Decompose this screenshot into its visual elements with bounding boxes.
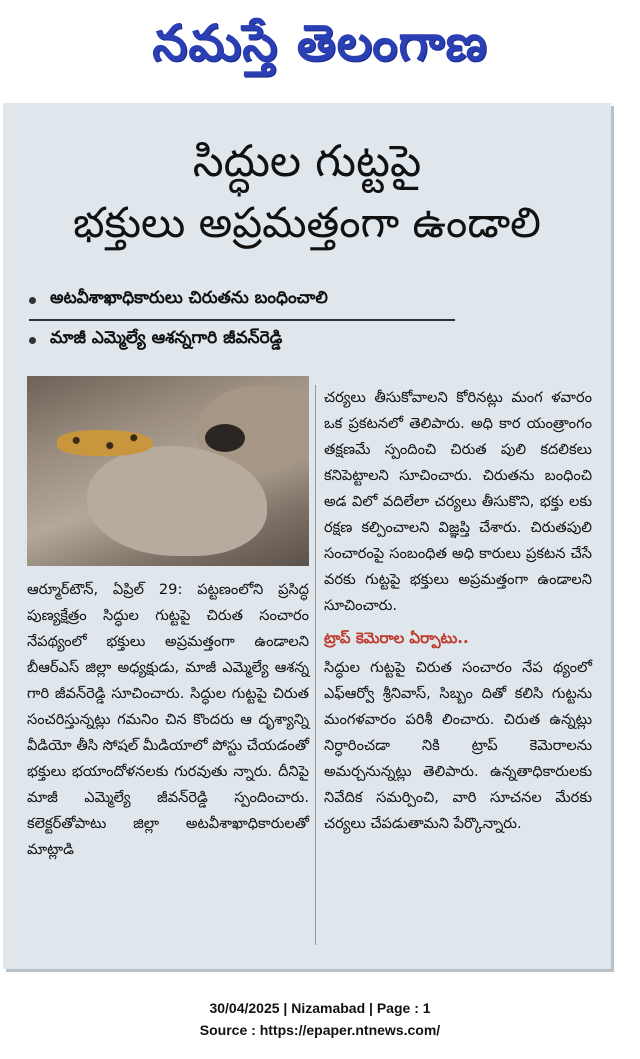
- bullet-text: మాజీ ఎమ్మెల్యే ఆశన్నగారి జీవన్‌రెడ్డి: [50, 328, 283, 348]
- bullet-text: అటవీశాఖాధికారులు చిరుతను బంధించాలి: [50, 288, 328, 308]
- column-divider: [315, 385, 316, 945]
- headline-line-1: సిద్ధుల గుట్టపై: [192, 136, 422, 187]
- body-paragraph: సిద్ధుల గుట్టపై చిరుత సంచారం నేప థ్యంలో ఎఫ్ఆర్వో శ్రీనివాస్, సిబ్బం దితో కలిసి గుట్టను మంగళవారం పరిశీ లించారు. చిరుత ఉన్నట్లు నిర్ధారించడా నికి ట్రాప్ కెమెరాలను అమర్చనున్నట్లు తెలిపారు. ఉన్నతాధికారులకు నివేదిక సమర్పించి, వారి సూచనల మేరకు చర్యలు చేపడుతామని పేర్కొన్నారు.: [324, 659, 592, 832]
- headline-line-2: భక్తులు అప్రమత్తంగా ఉండాలి: [73, 198, 541, 247]
- headline: [3, 133, 611, 251]
- article-body-right: [324, 385, 592, 837]
- article-clipping: [3, 103, 611, 969]
- article-body-left: [27, 577, 309, 863]
- leopard-photo: [27, 376, 309, 566]
- footer-source: Source : https://epaper.ntnews.com/: [199, 1022, 441, 1038]
- newspaper-logo: నమస్తే తెలంగాణ: [152, 13, 488, 72]
- subheading: ట్రాప్ కెమెరాల ఏర్పాటు..: [324, 629, 469, 647]
- leopard-icon: [57, 430, 153, 456]
- photo-cave: [205, 424, 245, 452]
- bullet-item: [29, 323, 455, 357]
- bullet-divider: [29, 319, 455, 321]
- footer-edition-info: 30/04/2025 | Nizamabad | Page : 1: [209, 1000, 431, 1016]
- bullet-dot-icon: [29, 337, 36, 344]
- body-paragraph: చర్యలు తీసుకోవాలని కోరినట్లు మంగ ళవారం ఒక ప్రకటనలో తెలిపారు. అధి కార యంత్రాంగం తక్షణమే స్పందించి చిరుత పులి కదలికలు కనిపెట్టాలని సూచించారు. చిరుతను బంధించి అడ విలో వదిలేలా చర్యలు తీసుకొని, భక్తు లకు రక్షణ కల్పించాలని విజ్ఞప్తి చేశారు. చిరుతపులి సంచారంపై సంబంధిత అధి కారులు ప్రకటన చేసే వరకు గుట్టపై భక్తులు అప్రమత్తంగా ఉండాలని సూచించారు.: [324, 389, 592, 614]
- body-paragraph: ఆర్మూర్‌టౌన్, ఏప్రిల్ 29: పట్టణంలోని ప్రసిద్ధ పుణ్యక్షేత్రం సిద్ధుల గుట్టపై చిరుత సంచారం నేపథ్యంలో భక్తులు అప్రమత్తంగా ఉండాలని బీఆర్ఎస్ జిల్లా అధ్యక్షుడు, మాజీ ఎమ్మెల్యే ఆశన్న గారి జీవన్‌రెడ్డి సూచించారు. సిద్ధుల గుట్టపై చిరుత సంచరిస్తున్నట్లు గమనిం చిన కొందరు ఆ దృశ్యాన్ని వీడియో తీసి సోషల్ మీడియాలో పోస్టు చేయడంతో భక్తులు భయాందోళనలకు గురవుతు న్నారు. దీనిపై మాజీ ఎమ్మెల్యే జీవన్‌రెడ్డి స్పందించారు. కలెక్టర్‌తోపాటు జిల్లా అటవీశాఖాధికారులతో మాట్లాడి: [27, 581, 309, 858]
- masthead: [0, 0, 640, 98]
- bullet-dot-icon: [29, 297, 36, 304]
- bullet-item: [29, 283, 455, 317]
